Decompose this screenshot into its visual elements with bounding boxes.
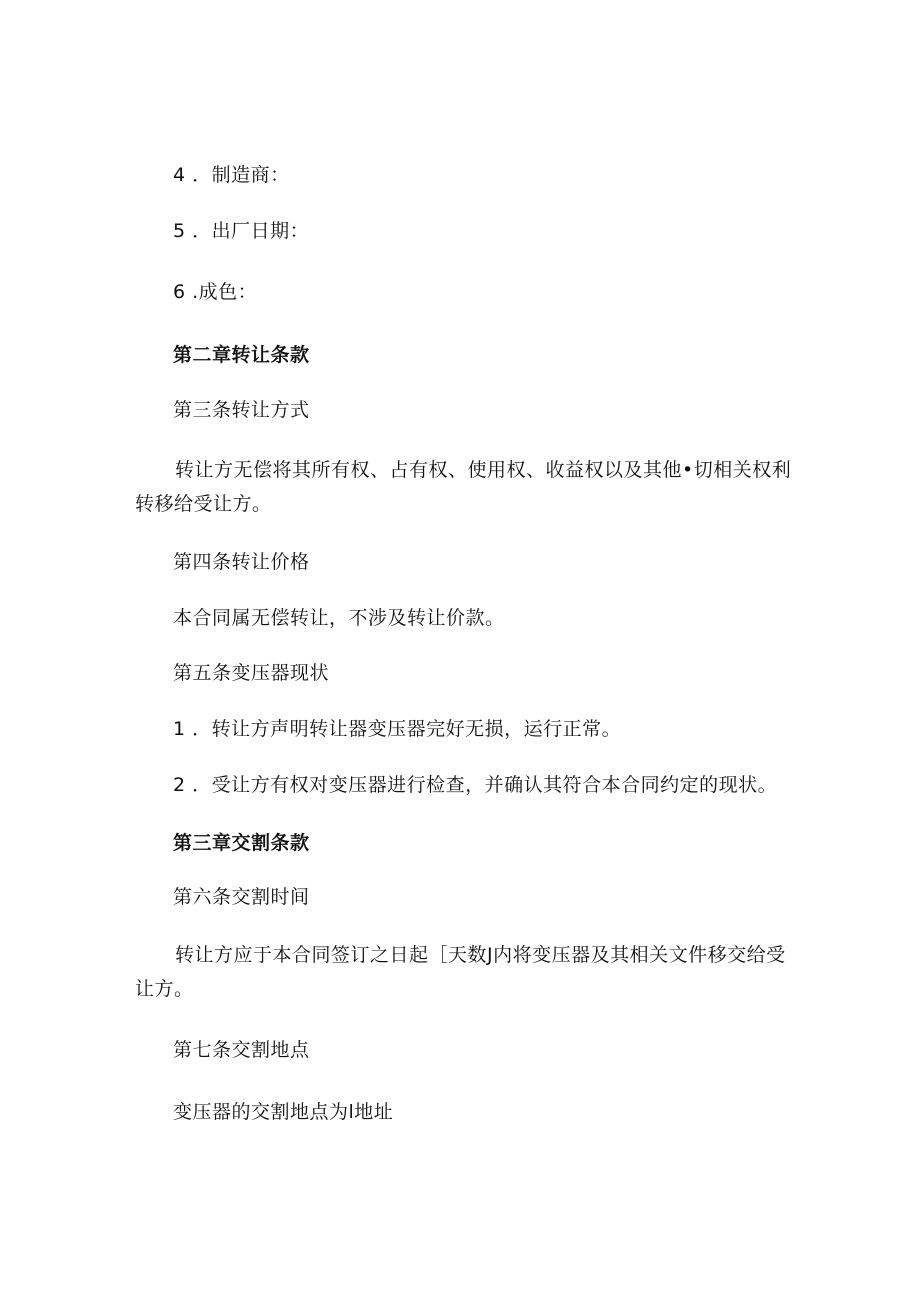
article-4-title: 第四条转让价格 bbox=[173, 551, 310, 573]
article-6-text: 转让方应于本合同签订之日起［天数J内将变压器及其相关文件移交给受让方。 bbox=[135, 944, 786, 1000]
article-5-item-1: 1 ．转让方声明转让器变压器完好无损，运行正常。 bbox=[173, 718, 622, 740]
article-3-text: 转让方无偿将其所有权、占有权、使用权、收益权以及其他•切相关权利转移给受让方。 bbox=[135, 459, 792, 515]
article-3-title: 第三条转让方式 bbox=[173, 399, 310, 421]
item-production-date: 5 ．出厂日期： bbox=[173, 220, 310, 242]
article-5-item-2: 2 ．受让方有权对变压器进行检查，并确认其符合本合同约定的现状。 bbox=[173, 774, 778, 796]
article-6-title: 第六条交割时间 bbox=[173, 886, 310, 908]
chapter-2-title: 第二章转让条款 bbox=[173, 344, 310, 366]
chapter-3-title: 第三章交割条款 bbox=[173, 832, 310, 854]
item-condition: 6 .成色： bbox=[173, 281, 258, 303]
article-4-text: 本合同属无偿转让，不涉及转让价款。 bbox=[173, 607, 505, 629]
article-7-text: 变压器的交割地点为l地址 bbox=[173, 1101, 394, 1123]
article-7-title: 第七条交割地点 bbox=[173, 1039, 310, 1061]
item-manufacturer: 4 ．制造商： bbox=[173, 164, 290, 186]
article-5-title: 第五条变压器现状 bbox=[173, 662, 330, 684]
